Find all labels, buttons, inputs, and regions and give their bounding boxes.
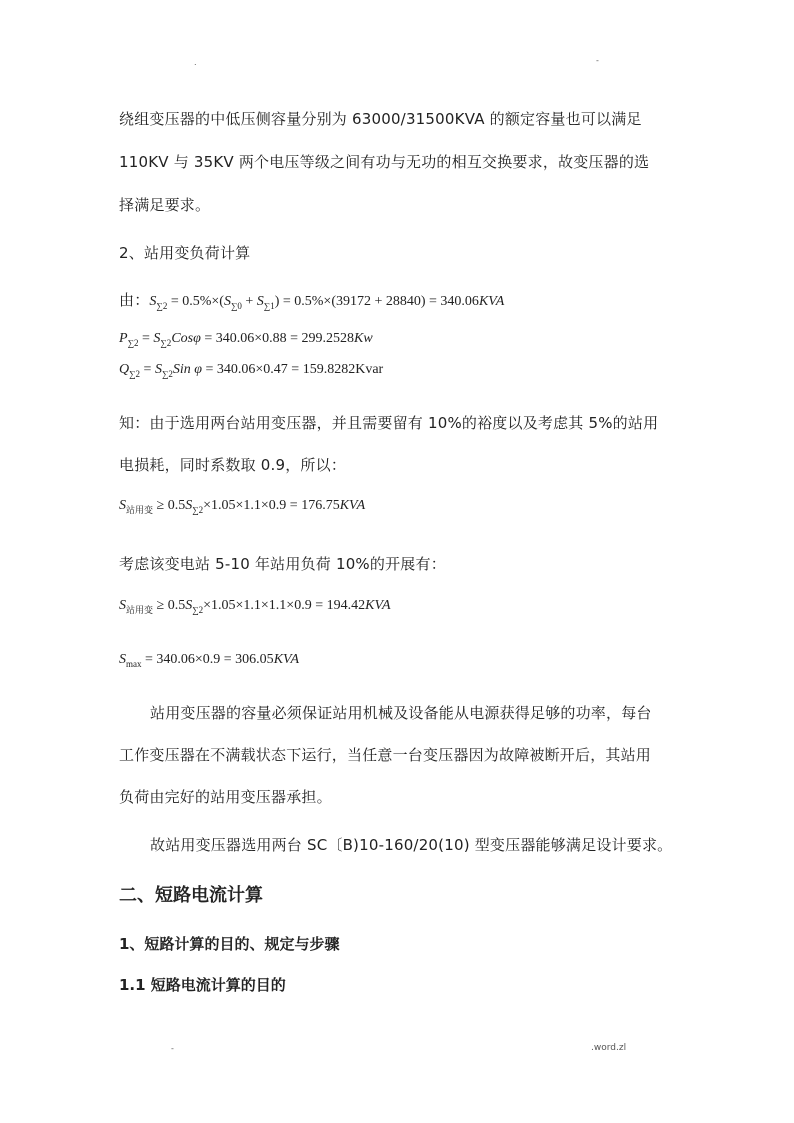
math-subscript: ∑1: [263, 301, 275, 311]
math-symbol: S: [185, 498, 193, 513]
math-text: +: [241, 294, 257, 309]
paragraph-line: 电损耗，同时系数取 0.9，所以：: [119, 456, 347, 474]
math-subscript: ∑2: [161, 369, 173, 379]
paragraph-line: 知：由于选用两台站用变压器，并且需要留有 10%的裕度以及考虑其 5%的站用: [119, 414, 659, 432]
equation-station-transformer-min: [119, 498, 365, 516]
math-subscript: 站用变: [126, 506, 154, 516]
math-subscript: ∑2: [129, 369, 141, 379]
equation-total-load: [119, 289, 504, 311]
paragraph-line: 择满足要求。: [119, 196, 211, 214]
math-unit: KVA: [339, 498, 366, 513]
math-symbol: S: [154, 362, 162, 377]
equation-station-transformer-growth: [119, 598, 391, 616]
math-symbol: P: [119, 331, 128, 346]
footer-left-mark: -: [171, 1044, 174, 1053]
math-text: ×1.05×1.1×1.1×0.9 = 194.42: [203, 598, 366, 613]
math-function: Sin φ: [172, 362, 203, 377]
math-symbol: S: [119, 598, 126, 613]
header-right-mark: -: [596, 56, 599, 65]
math-unit: KVA: [273, 652, 300, 667]
math-subscript: 站用变: [126, 606, 154, 616]
subsection-heading: 1.1 短路电流计算的目的: [119, 976, 286, 994]
paragraph-line: 考虑该变电站 5-10 年站用负荷 10%的开展有：: [119, 555, 446, 573]
math-text: = 340.06×0.88 = 299.2528: [200, 331, 355, 346]
math-text: ≥ 0.5: [153, 598, 186, 613]
math-unit: Kw: [354, 331, 373, 346]
math-text: = 340.06×0.47 = 159.8282Kvar: [202, 362, 384, 377]
math-subscript: max: [126, 659, 142, 669]
math-text: = 0.5%×(: [167, 294, 224, 309]
math-subscript: ∑2: [160, 338, 172, 348]
section-heading: 二、短路电流计算: [119, 885, 263, 906]
math-symbol: S: [223, 294, 231, 309]
math-text: ×1.05×1.1×0.9 = 176.75: [203, 498, 340, 513]
equation-active-power: [119, 331, 373, 348]
equation-prefix: 由：: [119, 291, 150, 309]
section-title: 2、站用变负荷计算: [119, 244, 251, 262]
footer-right-text: .word.zl: [591, 1043, 627, 1053]
math-symbol: S: [153, 331, 161, 346]
paragraph-line: 站用变压器的容量必须保证站用机械及设备能从电源获得足够的功率，每台: [150, 704, 652, 722]
equation-max-load: [119, 652, 299, 669]
math-subscript: ∑0: [230, 301, 242, 311]
math-symbol: S: [119, 498, 126, 513]
math-unit: KVA: [365, 598, 391, 613]
math-text: ≥ 0.5: [153, 498, 186, 513]
math-function: Cosφ: [171, 331, 201, 346]
math-symbol: S: [149, 294, 157, 309]
header-left-mark: .: [194, 58, 197, 67]
paragraph-line: 110KV 与 35KV 两个电压等级之间有功与无功的相互交换要求，故变压器的选: [119, 153, 650, 171]
math-unit: KVA: [478, 294, 505, 309]
math-subscript: ∑2: [127, 338, 139, 348]
paragraph-line: 故站用变压器选用两台 SC〔B)10-160/20(10) 型变压器能够满足设计要求。: [150, 836, 673, 854]
math-symbol: S: [185, 598, 193, 613]
math-subscript: ∑2: [192, 505, 204, 515]
math-symbol: Q: [119, 362, 130, 377]
math-text: = 340.06×0.9 = 306.05: [141, 652, 274, 667]
math-text: =: [138, 331, 154, 346]
math-subscript: ∑2: [156, 301, 168, 311]
math-symbol: S: [119, 652, 126, 667]
math-text: ) = 0.5%×(39172 + 28840) = 340.06: [274, 294, 479, 309]
equation-reactive-power: [119, 362, 383, 379]
math-symbol: S: [256, 294, 264, 309]
subsection-heading: 1、短路计算的目的、规定与步骤: [119, 935, 340, 953]
paragraph-line: 负荷由完好的站用变压器承担。: [119, 788, 332, 806]
paragraph-line: 绕组变压器的中低压侧容量分别为 63000/31500KVA 的额定容量也可以满足: [119, 110, 642, 128]
math-subscript: ∑2: [192, 605, 204, 615]
paragraph-line: 工作变压器在不满载状态下运行，当任意一台变压器因为故障被断开后，其站用: [119, 746, 652, 764]
math-text: =: [140, 362, 155, 377]
